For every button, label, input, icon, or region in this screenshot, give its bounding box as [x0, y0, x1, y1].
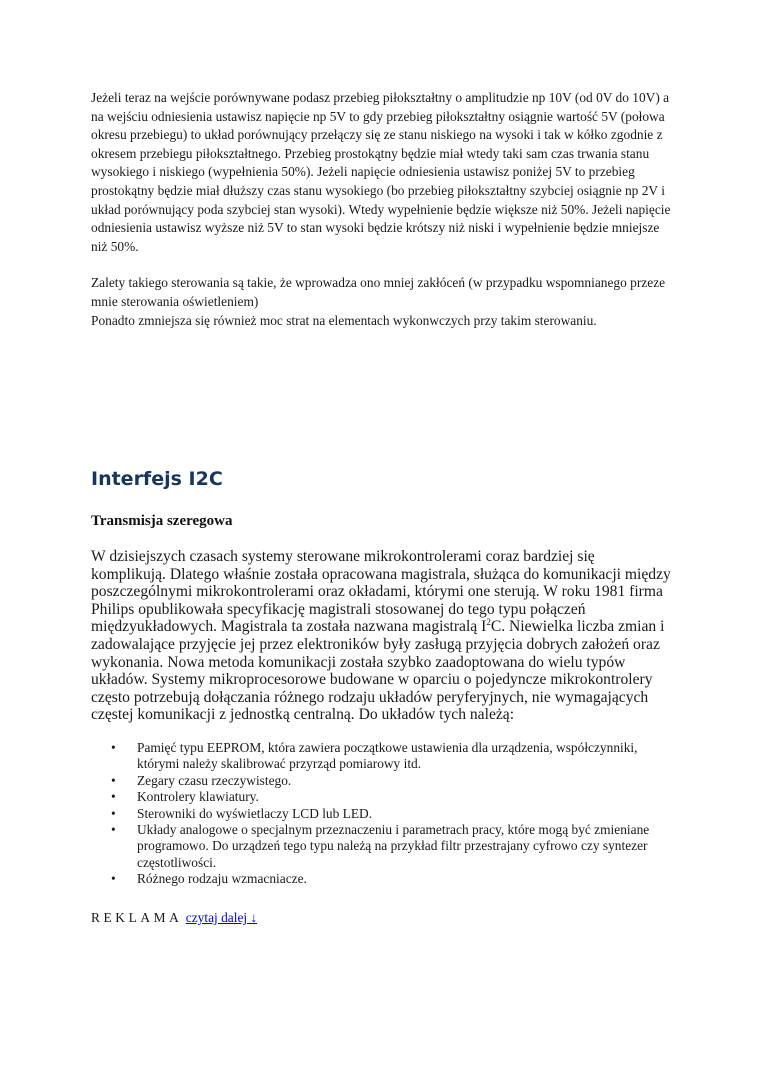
list-item: [91, 806, 671, 822]
body-text-part-2: C. Niewielka liczba zmian i zadowalające przyjęcie jej przez elektroników były zasługą przyjęcia dobrych założeń oraz wykonania. Nowa metoda komunikacji została szybko zaadoptowana do wielu typów układów. Systemy mikroprocesorowe budowane w oparciu o pojedyncze mikrokontrolery często potrzebują dołączania różnego rodzaju układów peryferyjnych, nie wymagających częstej komunikacji z jednostką centralną. Do układów tych należą:: [91, 618, 665, 724]
bullet-icon: •: [111, 740, 116, 755]
list-item-text: Pamięć typu EEPROM, która zawiera początkowe ustawienia dla urządzenia, współczynniki, którymi należy skalibrować przyrząd pomiarowy itd.: [137, 740, 638, 772]
list-item-text: Sterowniki do wyświetlaczy LCD lub LED.: [137, 805, 373, 821]
advantages-line-1: Zalety takiego sterowania są takie, że wprowadza ono mniej zakłóceń (w przypadku wspomnianego przeze mnie sterowania oświetleniem): [91, 275, 666, 309]
advertisement-line: [91, 910, 257, 926]
section-heading: Interfejs I2C: [91, 468, 223, 490]
list-item-text: Zegary czasu rzeczywistego.: [137, 772, 292, 788]
superscript-2: 2: [486, 617, 491, 628]
advertisement-label: REKLAMA: [91, 910, 183, 925]
intro-section: [91, 89, 671, 330]
peripheral-list: [91, 740, 671, 888]
section-subheading: Transmisja szeregowa: [91, 513, 233, 529]
bullet-icon: •: [111, 822, 116, 838]
list-item: [91, 871, 671, 887]
bullet-icon: •: [111, 805, 116, 821]
advantages-paragraph: [91, 274, 671, 330]
paragraph-gap: [91, 256, 671, 274]
list-item-text: Różnego rodzaju wzmacniacze.: [137, 871, 307, 887]
list-item-text: Kontrolery klawiatury.: [137, 789, 259, 805]
body-text-part-1: W dzisiejszych czasach systemy sterowane mikrokontrolerami coraz bardziej się komplikują. Dlatego właśnie została opracowana magistrala, służąca do komunikacji między poszczególnymi mikrokontrolerami oraz okładami, którymi one sterują. W roku 1981 firma Philips opublikowała specyfikację magistrali stosowanej do tego typu połączeń międzyukładowych. Magistrala ta została nazwana magistralą I: [91, 548, 671, 636]
advantages-line-2: Ponadto zmniejsza się również moc strat na elementach wykonwczych przy takim sterowaniu.: [91, 312, 597, 328]
list-item: [91, 789, 671, 805]
list-item: [91, 822, 671, 871]
intro-paragraph: Jeżeli teraz na wejście porównywane podasz przebieg piłokształtny o amplitudzie np 10V (od 0V do 10V) a na wejściu odniesienia ustawisz napięcie np 5V to gdy przebieg piłokształtny osiągnie wartość 5V (połowa okresu przebiegu) to układ porównujący przełączy się ze stanu niskiego na wysoki i tak w kółko zgodnie z okresem przebiegu piłokształtnego. Przebieg prostokątny będzie miał wtedy taki sam czas trwania stanu wysokiego i niskiego (wypełnienia 50%). Jeżeli napięcie odniesienia ustawisz poniżej 5V to przebieg prostokątny będzie miał dłuższy czas stanu wysokiego (bo przebieg piłokształtny szybciej osiągnie np 2V i układ porównujący poda szybciej stan wysoki). Wtedy wypełnienie będzie większe niż 50%. Jeżeli napięcie odniesienia ustawisz wyższe niż 5V to stan wysoki będzie krótszy niż niski i wypełnienie będzie mniejsze niż 50%.: [91, 90, 671, 254]
bullet-icon: •: [111, 871, 116, 887]
i2c-description-paragraph: [91, 548, 671, 724]
list-item: [91, 740, 671, 773]
list-item-text: Układy analogowe o specjalnym przeznaczeniu i parametrach pracy, które mogą być zmieniane programowo. Do urządzeń tego typu należą na przykład filtr przestrajany cyfrowo czy syntezer częstotliwości.: [137, 822, 650, 870]
bullet-icon: •: [111, 772, 116, 788]
list-item: [91, 773, 671, 789]
read-more-link[interactable]: czytaj dalej ↓: [185, 910, 258, 925]
bullet-icon: •: [111, 789, 116, 805]
